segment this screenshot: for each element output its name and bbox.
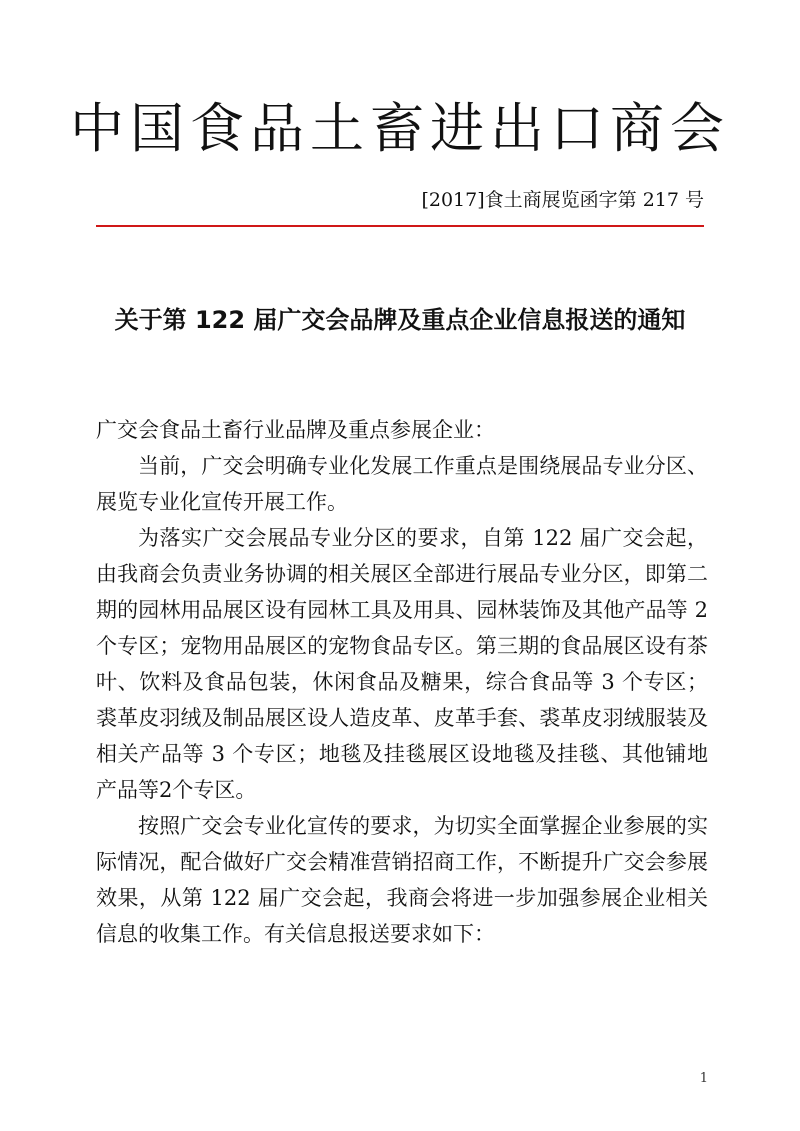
notice-title: 关于第 122 届广交会品牌及重点企业信息报送的通知 xyxy=(114,306,686,334)
paragraph-2: 为落实广交会展品专业分区的要求，自第 122 届广交会起，由我商会负责业务协调的相关展区全部进行展品专业分区，即第二期的园林用品展区设有园林工具及用具、园林装饰及其他产品等 2 个专区；宠物用品展区的宠物食品专区。第三期的食品展区设有茶叶、饮料及食品包装，休闲食品及糖果，综合食品等 3 个专区；裘革皮羽绒及制品展区设人造皮革、皮革手套、裘革皮羽绒服装及相关产品等 3 个专区；地毯及挂毯展区设地毯及挂毯、其他铺地产品等2个专区。 xyxy=(96,526,708,802)
salutation: 广交会食品土畜行业品牌及重点参展企业： xyxy=(96,418,495,442)
document-number: [2017]食土商展览函字第 217 号 xyxy=(421,189,704,211)
paragraph-1: 当前，广交会明确专业化发展工作重点是围绕展品专业分区、展览专业化宣传开展工作。 xyxy=(96,454,708,514)
paragraph-3: 按照广交会专业化宣传的要求，为切实全面掌握企业参展的实际情况，配合做好广交会精准营销招商工作，不断提升广交会参展效果，从第 122 届广交会起，我商会将进一步加强参展企业相关信息的收集工作。有关信息报送要求如下： xyxy=(96,814,708,946)
notice-body xyxy=(96,412,708,952)
page-number: 1 xyxy=(699,1071,708,1086)
header-divider xyxy=(96,225,704,227)
organization-name: 中国食品土畜进出口商会 xyxy=(70,97,730,160)
